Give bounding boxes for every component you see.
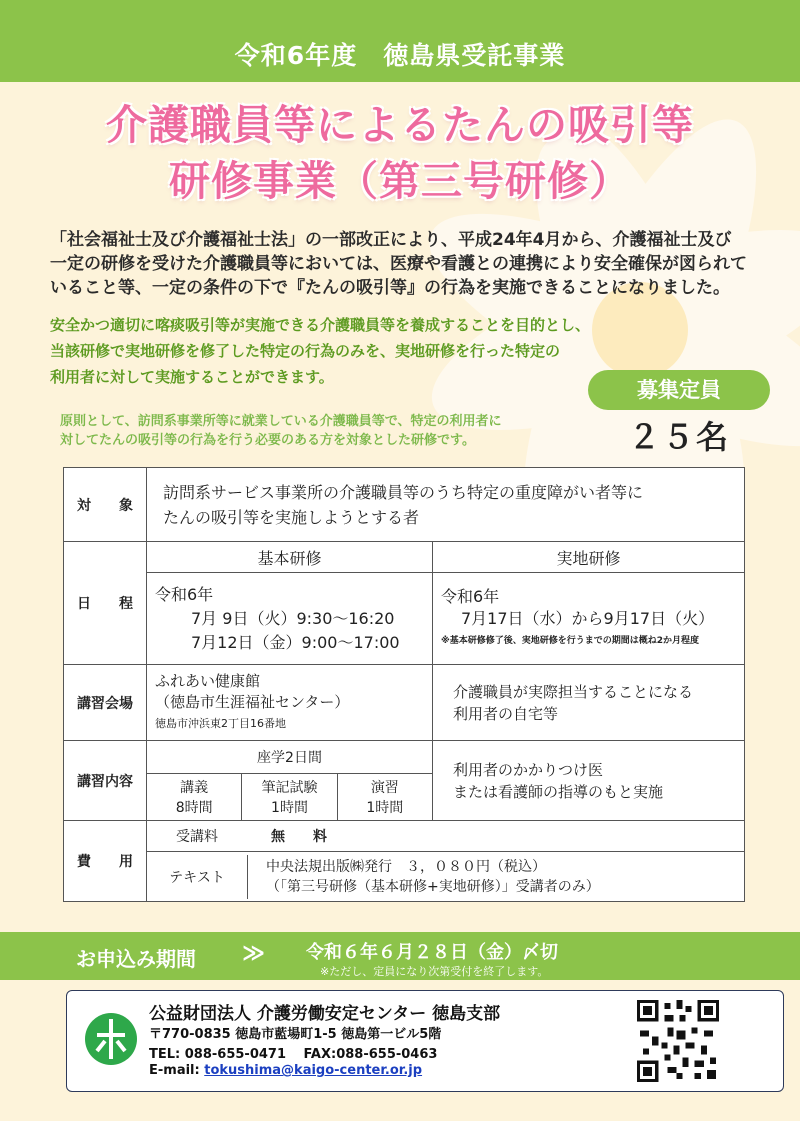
practical-year: 令和6年 (441, 586, 500, 606)
application-note: ※ただし、定員になり次第受付を終了します。 (320, 965, 549, 978)
practical-schedule-cell (433, 573, 745, 665)
table-row-content (64, 741, 745, 821)
table-row-venue (64, 665, 745, 741)
table-row-target (64, 468, 745, 542)
tuition-cell (147, 821, 745, 852)
content-items (147, 774, 432, 820)
practical-period: 7月17日（水）から9月17日（火） (461, 608, 715, 628)
tuition-row (147, 821, 744, 851)
table-row-schedule (64, 573, 745, 665)
target-line: 訪問系サービス事業所の介護職員等のうち特定の重度障がい者等に (163, 482, 644, 502)
organization-email-row (149, 1063, 422, 1078)
textbook-line: （「第三号研修（基本研修+実地研修）」受講者のみ） (266, 878, 600, 895)
practical-venue-line: 介護職員が実際担当することになる (453, 682, 694, 701)
practical-note: ※基本研修修了後、実地研修を行うまでの期間は概ね2か月程度 (441, 635, 700, 646)
intro-text (50, 228, 770, 300)
purpose-text (50, 312, 610, 390)
venue-header: 講習会場 (64, 665, 147, 741)
textbook-cell (147, 852, 745, 902)
qr-code-icon[interactable] (633, 997, 723, 1085)
double-arrow-icon: ≫ (242, 941, 266, 966)
venue-name: ふれあい健康館 (155, 672, 261, 690)
schedule-header: 日 程 (64, 542, 147, 665)
content-item (147, 774, 241, 820)
tuition-value: 無 料 (271, 829, 327, 845)
content-item-hours: 1時間 (366, 800, 404, 816)
email-label: E-mail: (149, 1063, 205, 1078)
basic-content-cell (147, 741, 433, 821)
organization-logo-icon (83, 1011, 139, 1067)
basic-year: 令和6年 (155, 584, 214, 604)
organization-address: 〒770-0835 徳島市藍場町1-5 徳島第一ビル5階 (149, 1027, 442, 1042)
practical-content-cell (433, 741, 745, 821)
target-cell (147, 468, 745, 542)
application-label: お申込み期間 (76, 947, 196, 971)
textbook-line: 中央法規出版㈱発行 ３，０８０円（税込） (266, 858, 546, 875)
content-item (241, 774, 336, 820)
classroom-label: 座学2日間 (147, 741, 432, 774)
practical-content-line: 利用者のかかりつけ医 (453, 760, 604, 779)
practical-venue-cell (433, 665, 745, 741)
purpose-line: 利用者に対して実施することができます。 (50, 368, 334, 386)
content-item-name: 筆記試験 (261, 780, 318, 796)
info-table (63, 467, 745, 902)
target-note (60, 412, 580, 450)
textbook-info (248, 853, 600, 901)
purpose-line: 当該研修で実地研修を修了した特定の行為のみを、実地研修を行った特定の (50, 342, 561, 360)
tuition-label: 受講料 (176, 829, 218, 845)
target-header: 対 象 (64, 468, 147, 542)
capacity-value: ２５名 (627, 418, 730, 456)
table-row-fee-tuition (64, 821, 745, 852)
practical-content-line: または看護師の指導のもと実施 (453, 782, 664, 801)
organization-name: 公益財団法人 介護労働安定センター 徳島支部 (149, 1004, 501, 1024)
intro-line: いること等、一定の条件の下で『たんの吸引等』の行為を実施できることになりました。 (50, 278, 730, 298)
basic-schedule-cell (147, 573, 433, 665)
content-item-hours: 1時間 (271, 800, 308, 816)
basic-venue-cell (147, 665, 433, 741)
target-note-line: 対してたんの吸引等の行為を行う必要のある方を対象とした研修です。 (60, 433, 475, 448)
content-header: 講習内容 (64, 741, 147, 821)
content-item-name: 演習 (370, 780, 399, 796)
target-note-line: 原則として、訪問系事業所等に就業している介護職員等で、特定の利用者に (60, 414, 502, 429)
main-title-line2: 研修事業（第三号研修） (169, 157, 631, 205)
fee-header: 費 用 (64, 821, 147, 902)
purpose-line: 安全かつ適切に喀痰吸引等が実施できる介護職員等を養成することを目的とし、 (50, 316, 591, 334)
project-label: 令和6年度 徳島県受託事業 (234, 41, 566, 70)
content-item-hours: 8時間 (175, 800, 213, 816)
target-line: たんの吸引等を実施しようとする者 (163, 507, 420, 527)
email-link[interactable]: tokushima@kaigo-center.or.jp (204, 1063, 423, 1078)
content-item-name: 講義 (180, 780, 209, 796)
top-green-band (0, 0, 800, 82)
main-title-line1: 介護職員等によるたんの吸引等 (106, 101, 694, 149)
basic-training-label: 基本研修 (147, 542, 433, 573)
practical-venue-line: 利用者の自宅等 (453, 704, 559, 723)
practical-training-label: 実地研修 (433, 542, 745, 573)
intro-line: 「社会福祉士及び介護福祉士法」の一部改正により、平成24年4月から、介護福祉士及び (50, 230, 732, 250)
content-item (337, 774, 432, 820)
basic-day1: 7月 9日（火）9:30～16:20 (191, 608, 395, 628)
organization-phone-fax: TEL: 088-655-0471 FAX:088-655-0463 (149, 1047, 438, 1062)
application-deadline: 令和６年６月２８日（金）〆切 (306, 942, 558, 963)
table-row-schedule-header (64, 542, 745, 573)
venue-sub: （徳島市生涯福祉センター） (155, 693, 350, 711)
basic-day2: 7月12日（金）9:00～17:00 (191, 632, 400, 652)
intro-line: 一定の研修を受けた介護職員等においては、医療や看護との連携により安全確保が図られて (50, 254, 747, 274)
capacity-badge: 募集定員 (588, 370, 770, 410)
venue-address: 徳島市沖浜東2丁目16番地 (155, 717, 286, 730)
textbook-label: テキスト (147, 855, 248, 899)
table-row-fee-text (64, 852, 745, 902)
textbook-row (147, 853, 744, 901)
organization-box (66, 990, 784, 1092)
